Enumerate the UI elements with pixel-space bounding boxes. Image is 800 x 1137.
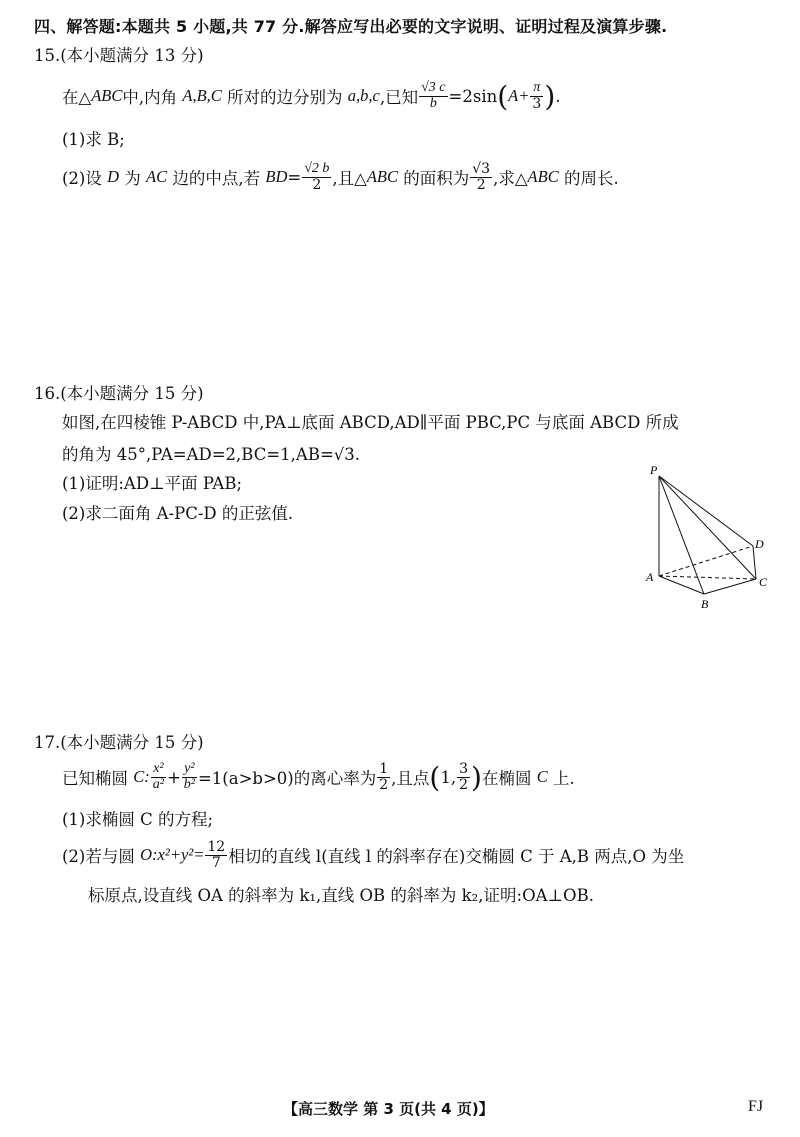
q15-p2-text: 为	[124, 169, 141, 188]
q15-p2-point: D	[107, 167, 120, 186]
footer-code: FJ	[748, 1098, 764, 1115]
q15-stem-angles: A,B,C	[182, 86, 222, 105]
q15-fraction	[419, 81, 447, 111]
q17-stem-end: 上.	[552, 769, 575, 788]
q15-pi-den: 3	[532, 95, 542, 112]
q17-part2-line1	[62, 836, 684, 874]
q15-p2-text: ,且△	[332, 169, 367, 188]
q17-point-fraction	[457, 762, 470, 792]
q15-fraction-den: b	[429, 95, 437, 111]
q17-p2-text: (2)若与圆	[62, 847, 135, 866]
q17-part2-line2: 标原点,设直线 OA 的斜率为 k₁,直线 OB 的斜率为 k₂,证明:OA⊥OB.	[88, 886, 594, 905]
edge-AB	[659, 576, 704, 594]
q16-part2: (2)求二面角 A-PC-D 的正弦值.	[62, 504, 294, 523]
q17-stem-text: ,且点	[391, 769, 430, 788]
q17-y-num: y²	[182, 762, 197, 778]
q15-p2-area-den: 2	[476, 176, 486, 193]
q15-stem: 在△ ABC 中,内角 A,B,C 所对的边分别为 a,b,c ,已知 $\frac{√3 c}{b}$ =2sin ( A+ $\frac{\pi}{3}$ ) .	[62, 79, 561, 113]
q15-stem-text: ,已知	[379, 88, 419, 107]
edge-PC	[659, 476, 756, 579]
q16-number: 16.	[34, 384, 61, 403]
q17-e-num: 1	[379, 760, 389, 777]
q17-y-den: b²	[183, 776, 195, 792]
q16-score: (本小题满分 15 分)	[60, 384, 204, 403]
q16-line1: 如图,在四棱锥 P-ABCD 中,PA⊥底面 ABCD,AD∥平面 PBC,PC 与底面 ABCD 所成	[62, 413, 679, 432]
q17-x-num: x²	[151, 762, 166, 778]
q15-stem-text: 所对的边分别为	[227, 88, 343, 107]
q15-part1: (1)求 B;	[62, 130, 125, 149]
q17-score: (本小题满分 15 分)	[60, 733, 204, 752]
q15-p2-segment: BD	[265, 167, 288, 186]
q15-part2	[62, 158, 619, 196]
q15-stem-text: 在△	[62, 88, 92, 107]
q15-p2-text: (2)设	[62, 169, 102, 188]
q17-stem-text: 在椭圆	[481, 769, 532, 788]
q17-e-fraction	[377, 762, 390, 792]
q17-y-fraction	[182, 762, 197, 792]
q15-p2-fraction-den: 2	[312, 176, 322, 193]
label-A: A	[646, 570, 654, 584]
q15-stem-arg: A+	[508, 86, 530, 105]
q17-stem-text: 已知椭圆	[62, 769, 128, 788]
q17-p2-radius-fraction	[205, 840, 227, 870]
q15-p2-segment: AC	[146, 167, 168, 186]
q17-p2-radius-num: 12	[207, 838, 226, 855]
q15-stem-end: .	[555, 86, 561, 106]
q15-p2-triangle: ABC	[366, 167, 399, 186]
q15-p2-area-num: √3	[472, 160, 491, 177]
q17-stem-eq: =1(a>b>0)的离心率为	[197, 769, 377, 788]
section-heading: 四、解答题:本题共 5 小题,共 77 分.解答应写出必要的文字说明、证明过程及演算步骤.	[34, 17, 668, 36]
q16-line2: 的角为 45°,PA=AD=2,BC=1,AB=√3.	[62, 445, 361, 464]
q17-x-fraction	[151, 762, 166, 792]
q17-point-x: 1,	[440, 767, 457, 787]
q15-pi-fraction	[530, 81, 543, 111]
q17-part1: (1)求椭圆 C 的方程;	[62, 810, 214, 829]
label-C: C	[759, 575, 768, 589]
q17-point-den: 2	[459, 776, 469, 793]
label-D: D	[755, 537, 764, 551]
q15-pi-num: π	[530, 81, 543, 97]
q15-p2-fraction	[302, 162, 331, 192]
q17-e-den: 2	[379, 776, 389, 793]
pyramid-figure	[640, 462, 780, 614]
q15-stem-sides: a,b,c	[347, 86, 380, 105]
q15-p2-text: 边的中点,若	[172, 169, 261, 188]
q15-p2-eq: =	[287, 167, 302, 187]
q17-number: 17.	[34, 733, 61, 752]
q17-ellipse-name: C:	[133, 767, 150, 786]
q15-p2-text: ,求△	[493, 169, 528, 188]
page-footer: 【高三数学 第 3 页(共 4 页)】	[283, 1100, 494, 1118]
q15-p2-triangle: ABC	[527, 167, 559, 186]
q15-number: 15.	[34, 46, 61, 65]
q15-p2-text: 的面积为	[403, 169, 470, 188]
label-P: P	[650, 463, 658, 477]
edge-BC	[704, 579, 756, 594]
q17-point-num: 3	[459, 760, 469, 777]
q15-p2-text: 的周长.	[563, 169, 619, 188]
q17-p2-text: 相切的直线 l(直线 l 的斜率存在)交椭圆 C 于 A,B 两点,O 为坐	[228, 847, 685, 866]
q16-part1: (1)证明:AD⊥平面 PAB;	[62, 474, 243, 493]
q15-header	[34, 42, 204, 66]
edge-AC-hidden	[659, 576, 756, 579]
q17-header	[34, 729, 204, 753]
q15-stem-eq: =2sin	[448, 86, 498, 106]
q15-score: (本小题满分 13 分)	[60, 46, 204, 65]
q17-ellipse-ref: C	[536, 767, 548, 786]
q15-p2-area-fraction	[470, 162, 492, 192]
q17-plus: +	[166, 767, 181, 787]
q16-header	[34, 380, 204, 404]
q17-p2-circle: O:x²+y²=	[140, 845, 205, 864]
q15-fraction-num: √3 c	[421, 79, 446, 95]
q17-x-den: a²	[152, 776, 164, 792]
label-B: B	[701, 597, 709, 611]
q17-stem: 已知椭圆 C: $\frac{\text{x²}}{\text{a²}}$ + $\frac{\text{y²}}{\text{b²}}$ =1(a>b>0)的离心率为 $\frac{1}{2}$ ,且点 ( 1, $\frac{3}{2}$ ) 在椭圆 C 上.	[62, 760, 575, 794]
q15-stem-triangle: ABC	[91, 86, 123, 105]
q15-p2-fraction-num: √2 b	[304, 160, 330, 176]
edge-PD	[659, 476, 753, 546]
q15-stem-text: 中,内角	[122, 88, 178, 107]
q17-p2-radius-den: 7	[211, 854, 221, 871]
